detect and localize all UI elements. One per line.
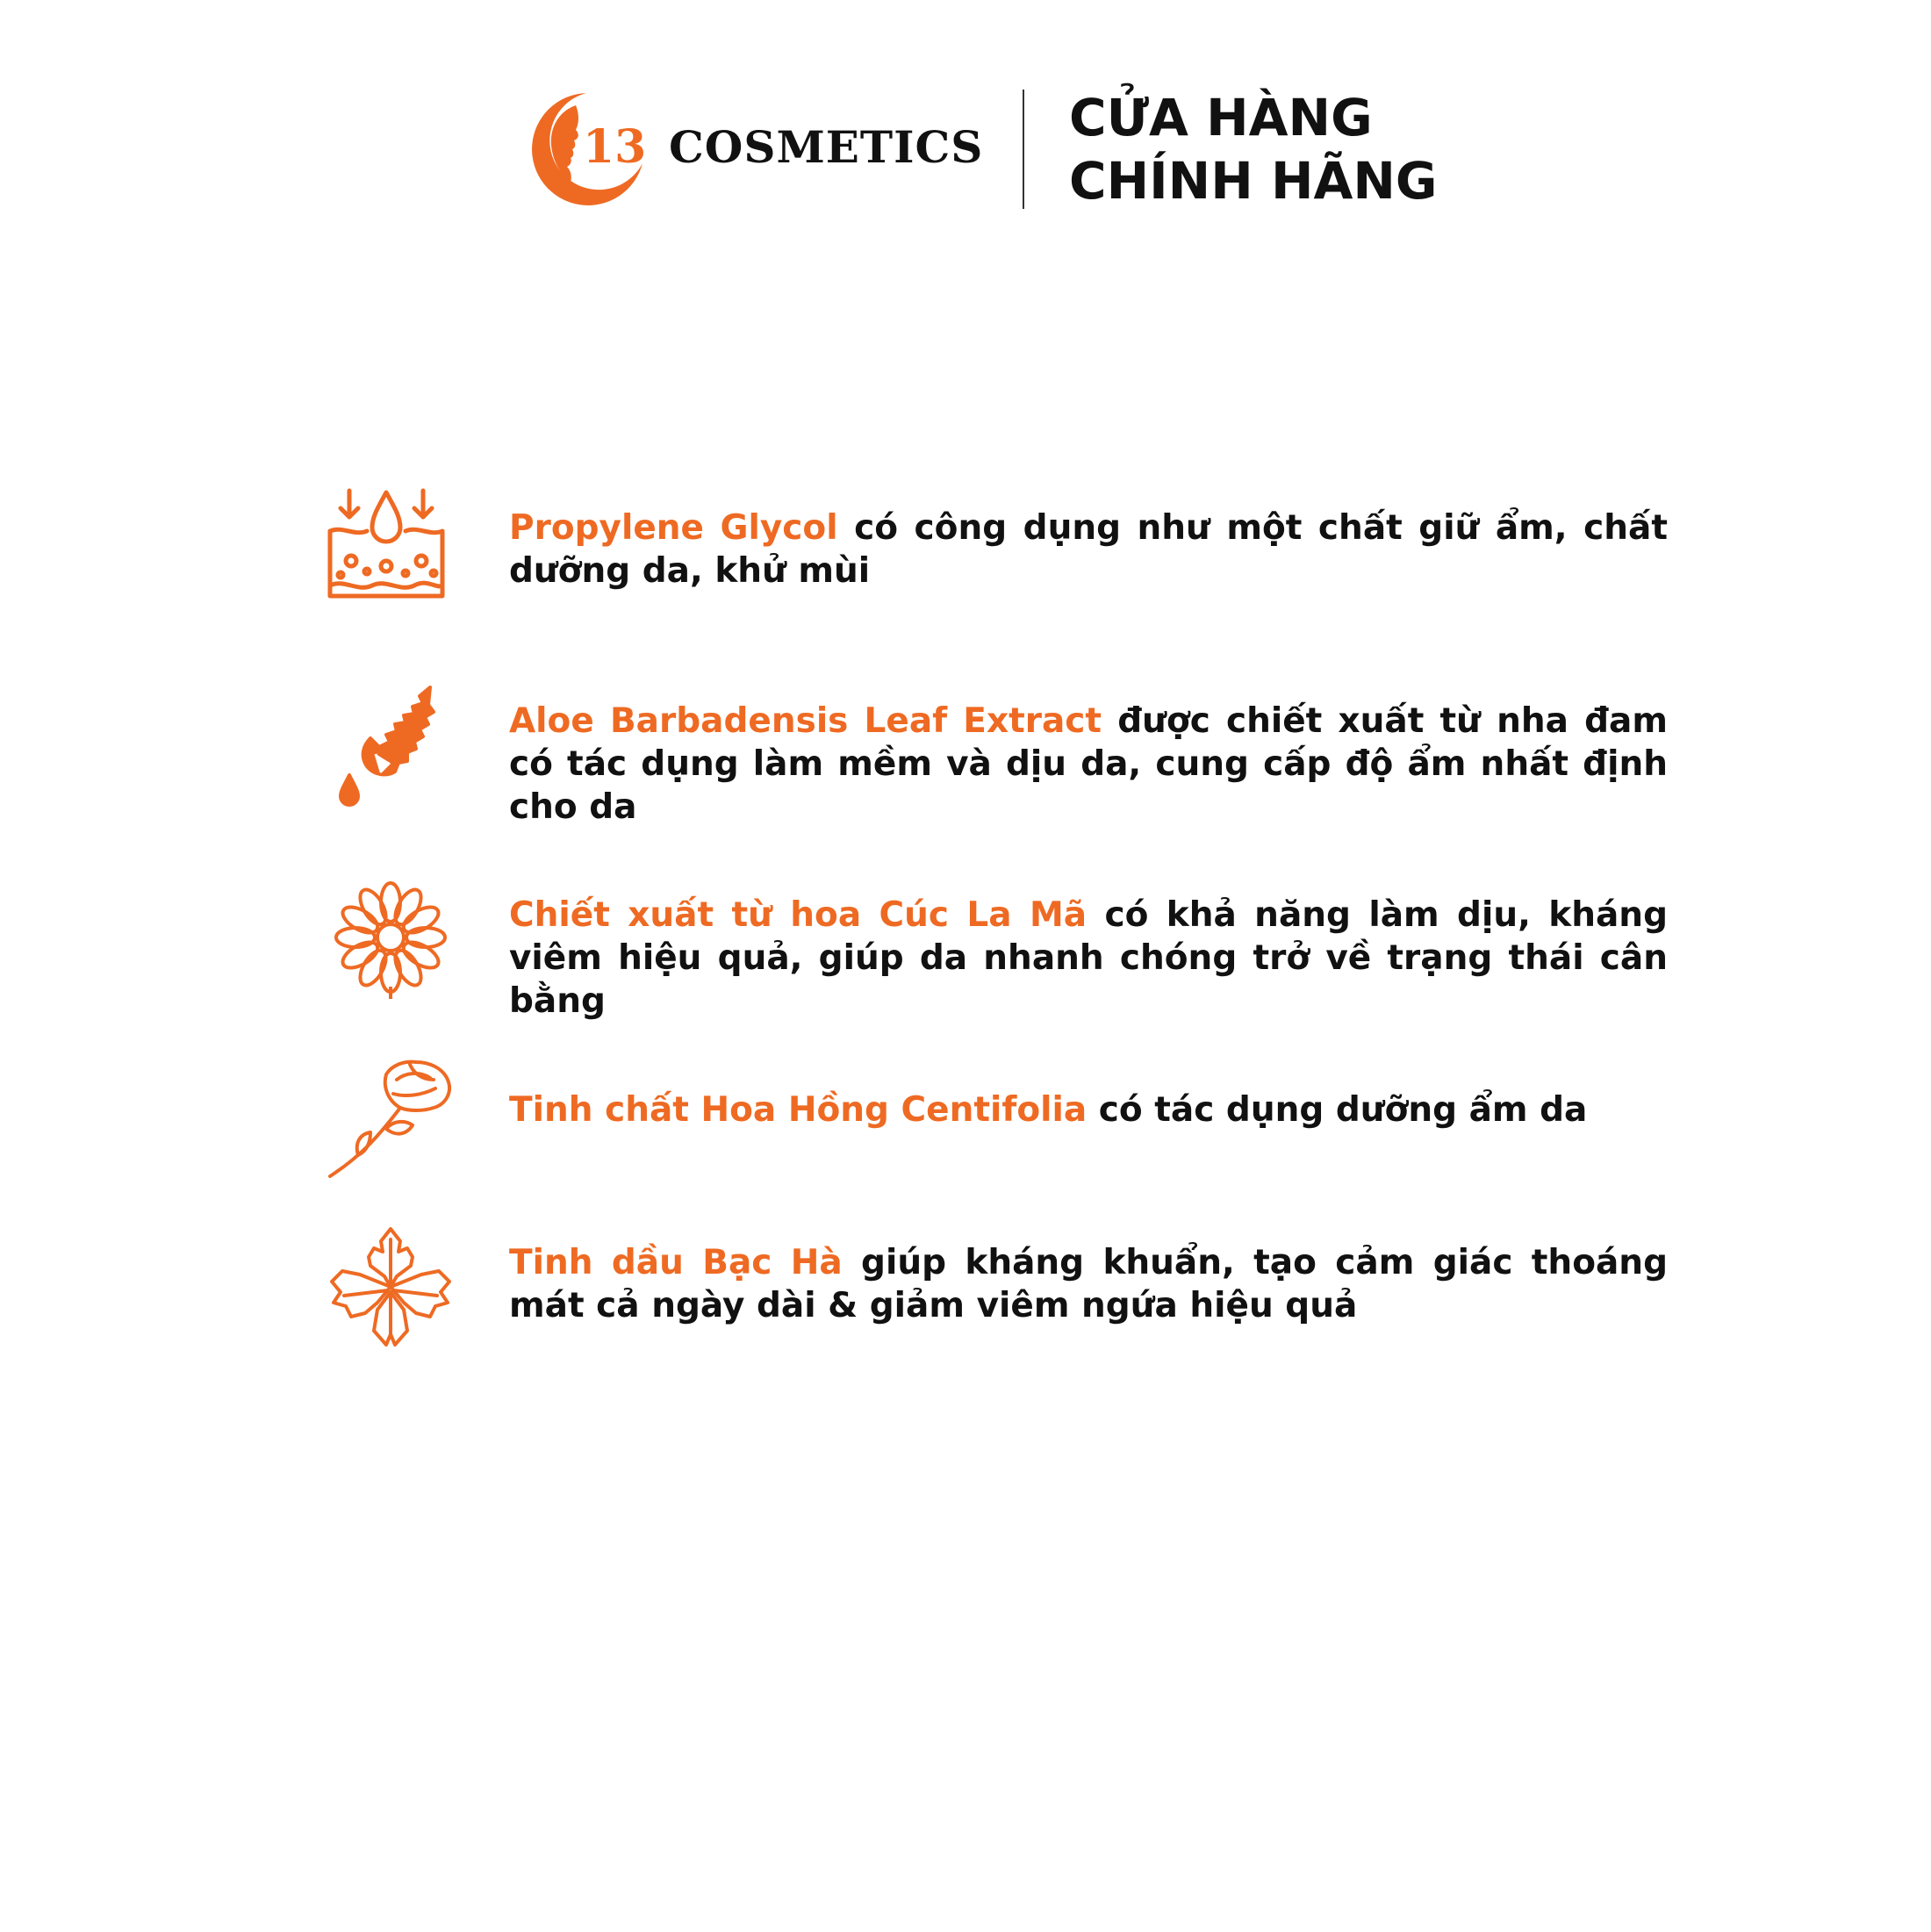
ingredient-name: Tinh chất Hoa Hồng Centifolia	[509, 1090, 1088, 1130]
ingredient-description: giúp kháng khuẩn, tạo cảm giác thoáng mát cả ngày dài & giảm viêm ngứa hiệu quả	[509, 1243, 1668, 1325]
ingredient-text	[509, 1088, 1668, 1131]
brand-number: 13	[583, 120, 647, 174]
ingredient-description: được chiết xuất từ nha đam có tác dụng làm mềm và dịu da, cung cấp độ ẩm nhất định cho da	[509, 701, 1668, 827]
ingredient-text	[509, 1241, 1668, 1327]
ingredient-text	[509, 700, 1668, 829]
ingredient-text	[509, 506, 1668, 593]
brand-name: COSMETICS	[669, 121, 984, 173]
ingredient-description: có tác dụng dưỡng ẩm da	[1087, 1090, 1588, 1130]
ingredient-description: có công dụng như một chất giữ ẩm, chất dưỡng da, khử mùi	[509, 508, 1668, 591]
ingredient-name: Aloe Barbadensis Leaf Extract	[509, 701, 1102, 741]
tagline	[1069, 86, 1438, 212]
ingredient-description: có khả năng làm dịu, kháng viêm hiệu quả, giúp da nhanh chóng trở về trạng thái cân bằng	[509, 895, 1668, 1021]
tagline-line-1: CỬA HÀNG	[1069, 88, 1373, 147]
aloe-leaf-icon	[325, 680, 456, 812]
ingredient-name: Tinh dầu Bạc Hà	[509, 1243, 843, 1282]
header	[0, 0, 1931, 263]
mint-leaf-icon	[325, 1222, 456, 1354]
chamomile-flower-icon	[325, 876, 456, 1008]
rose-icon	[325, 1053, 456, 1185]
ingredient-name: Propylene Glycol	[509, 508, 838, 548]
skin-moisture-icon	[325, 487, 456, 619]
tagline-line-2: CHÍNH HÃNG	[1069, 151, 1438, 211]
ingredient-text	[509, 894, 1668, 1023]
ingredient-name: Chiết xuất từ hoa Cúc La Mã	[509, 895, 1088, 935]
header-divider	[1023, 90, 1024, 209]
